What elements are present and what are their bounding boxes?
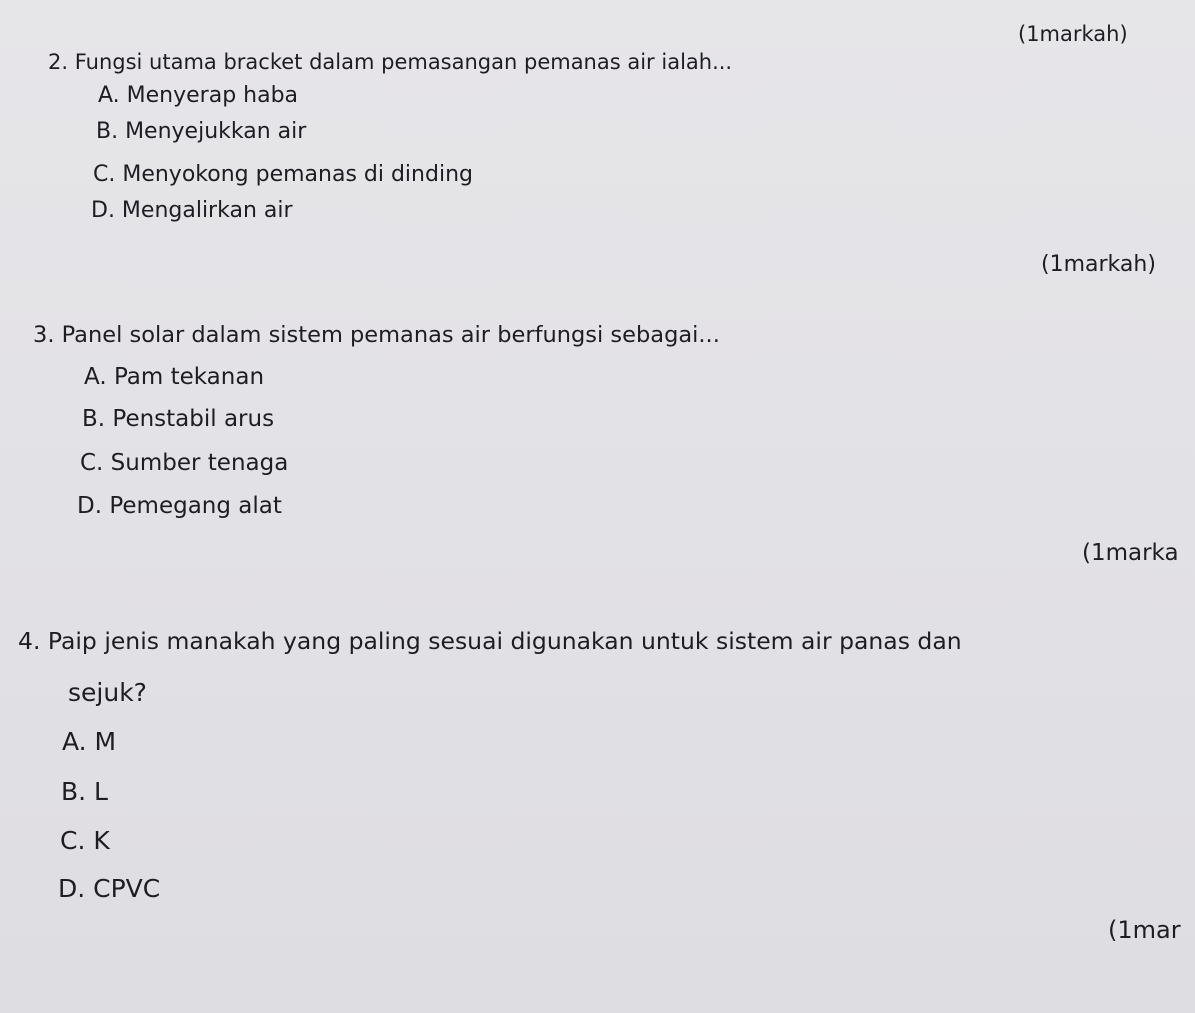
mark-label: (1markah) [1018,22,1128,46]
question-3-option-d[interactable]: D. Pemegang alat [77,493,282,519]
question-4-stem-line2: sejuk? [68,678,147,707]
question-3-option-b[interactable]: B. Penstabil arus [82,406,275,432]
mark-label: (1markah) [1041,252,1156,277]
question-4-option-d[interactable]: D. CPVC [58,874,161,903]
question-2-option-b[interactable]: B. Menyejukkan air [96,119,307,144]
question-2-stem: 2. Fungsi utama bracket dalam pemasangan pemanas air ialah... [48,50,733,74]
mark-label: (1marka [1082,540,1179,566]
question-3-stem: 3. Panel solar dalam sistem pemanas air berfungsi sebagai... [33,322,720,348]
question-4-option-b[interactable]: B. L [61,777,108,806]
question-3-option-a[interactable]: A. Pam tekanan [84,364,265,390]
mark-label: (1mar [1108,916,1181,944]
question-2-option-d[interactable]: D. Mengalirkan air [91,198,293,223]
question-4-option-c[interactable]: C. K [60,826,110,855]
question-3-option-c[interactable]: C. Sumber tenaga [80,450,289,476]
question-4-option-a[interactable]: A. M [62,727,117,756]
question-4-stem-line1: 4. Paip jenis manakah yang paling sesuai digunakan untuk sistem air panas dan [18,627,962,655]
question-2-option-a[interactable]: A. Menyerap haba [98,83,299,108]
question-2-option-c[interactable]: C. Menyokong pemanas di dinding [93,162,473,187]
